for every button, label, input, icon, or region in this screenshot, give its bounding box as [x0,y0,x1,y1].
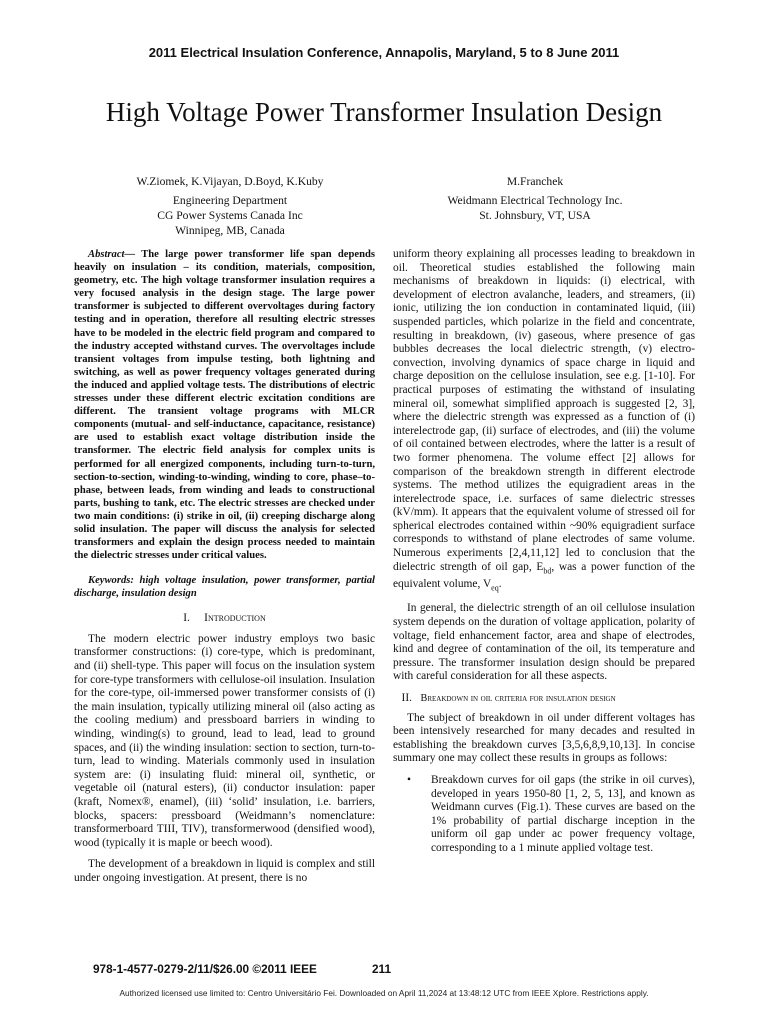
affiliation-right-line1: Weidmann Electrical Technology Inc. [447,194,623,207]
subscript-eq: eq [491,582,499,592]
body-text-mid: , was a power function of the equivalent volume, V [393,560,695,590]
body-paragraph-general: In general, the dielectric strength of an oil cellulose insulation system depends on the duration of voltage application, polarity of voltage, field enhancement factor, area and shape of electrodes, kind and degree of contamination of the oil, its temperature and pressure. The transformer insulation design should be prepared with careful consideration for all these aspects. [393,602,695,683]
abstract-lead: Abstract— [88,249,136,260]
affiliation-left-line2: CG Power Systems Canada Inc [157,209,303,222]
list-item-text: Breakdown curves for oil gaps (the strike in oil curves), developed in years 1950-80 [1, 2, 5, 13], and known as Weidmann curves (Fig.1). These curves are based on the 1% probability of partial discharge inception in the uniform oil gap under ac power frequency voltage, corresponding to a 1 minute applied voltage test. [431,773,695,854]
left-column [74,248,375,894]
author-names-left: W.Ziomek, K.Vijayan, D.Boyd, K.Kuby [136,175,324,188]
right-column [393,248,695,856]
section-title: Introduction [204,612,266,625]
abstract [74,248,375,562]
conference-header: 2011 Electrical Insulation Conference, Annapolis, Maryland, 5 to 8 June 2011 [148,45,620,60]
intro-paragraph-2: The development of a breakdown in liquid is complex and still under ongoing investigation. At present, there is no [74,858,375,884]
body-text-end: . [498,577,502,590]
authorization-notice: Authorized licensed use limited to: Centro Universitário Fei. Downloaded on April 11,2024 at 13:48:12 UTC from IEEE Xplore. Restrictions apply. [119,988,649,998]
abstract-text: The large power transformer life span depends heavily on insulation – its condition, materials, composition, geometry, etc. The high voltage transformer insulation requires a very focused analysis in the design stage. The large power transformer is subjected to different overvoltages during factory testing and in operation, therefore all resulting electric stresses have to be modeled in the electric field program and compared to the industry accepted withstand curves. The overvoltages include transient voltages from impulse testing, both lightning and switching, as well as power frequency voltages generated during the induced and applied voltage tests. The distributions of electric stresses under these different electric excitation conditions are different. The transient voltage programs with MLCR components (mutual- and self-inductance, capacitance, resistance) are used to establish exact voltage distribution inside the transformer. The electric field analysis for complex units is performed for all energized components, including turn-to-turn, section-to-section, winding-to-winding, winding to core, phase–to-phase, between leads, from winding and leads to constructional parts, bushing to tank, etc. The electric stresses are checked under two main conditions: (i) strike in oil, (ii) creeping discharge along solid insulation. The paper will discuss the analysis for selected transformers and explain the design process needed to maintain the dielectric stresses under critical values. [74,249,375,562]
section-number: I. [183,612,190,625]
bullet-icon: • [407,773,411,786]
body-paragraph-continued [393,248,695,594]
affiliation-left [90,174,370,238]
section-heading-breakdown [393,692,695,706]
affiliation-right-line2: St. Johnsbury, VT, USA [479,209,591,222]
list-item [407,773,695,856]
footer-isbn: 978-1-4577-0279-2/11/$26.00 ©2011 IEEE [93,962,317,976]
body-paragraph-subject: The subject of breakdown in oil under different voltages has been intensively researched for many decades and resulted in establishing the breakdown curves [3,5,6,8,9,10,13]. In concise summary one may collect these results in groups as follows: [393,711,695,765]
affiliation-right [395,174,675,223]
keywords: Keywords: high voltage insulation, power transformer, partial discharge, insulation design [74,575,375,600]
author-names-right: M.Franchek [506,175,564,188]
intro-paragraph-1: The modern electric power industry employs two basic transformer constructions: (i) core-type, which is predominant, and (ii) shell-type. This paper will focus on the insulation system for core-type transformers with cellulose-oil insulation. Insulation for the core-type, oil-immersed power transformer consists of (i) the main insulation, typically utilizing mineral oil (also acting as the cooling medium) and pressboard barriers in winding to winding, winding(s) to ground, lead to lead, lead to ground spaces, and (ii) the winding insulation: section to section, turn-to-turn, lead to winding. Materials commonly used in insulation system are: (i) insulating fluid: mineral oil, synthetic, or vegetable oil (natural esters), (ii) conductor insulation: paper (kraft, Nomex®, enamel), (iii) ‘solid’ insulation, i.e. barriers, blocks, spacers: pressboard (Weidmann’s nomenclature: transformerboard TIII, TIV), transformerwood (densified wood), wood (typically it is maple or beech wood). [74,632,375,849]
section-heading-introduction [74,612,375,626]
paper-title: High Voltage Power Transformer Insulation Design [105,97,663,127]
subscript-bd: bd [543,565,552,575]
section-number: II. [401,691,412,704]
bullet-list [393,774,695,856]
affiliation-left-line1: Engineering Department [172,194,288,207]
body-text: uniform theory explaining all processes leading to breakdown in oil. Theoretical studies established the following main mechanisms of breakdown in liquids: (i) electrical, with development of electron avalanche, leaders, and streamers, (ii) ionic, utilizing the ion conduction in contaminated liquid, (iii) suspended particles, which polarize in the field and concentrate, resulting in breakdown, (iv) gaseous, where presence of gas bubbles decreases the local dielectric strength, (v) electro-convection, involving dynamics of space charge in liquid and charge deposition on the cellulose insulation, see e.g. [1-10]. For practical purposes of estimating the withstand of insulating mineral oil, somewhat simplified approach is suggested [2, 3], where the dielectric strength was expressed as a function of (i) interelectrode gap, (ii) surface of electrodes, and (iii) the volume of oil contained between electrodes, where the latter is a result of two former phenomena. The volume effect [2] allows for comparison of the breakdown strength in different electrode systems. The method utilizes the equigradient areas in the interelectrode space, i.e. surfaces of same dielectric stresses (kV/mm). It appears that the equivalent volume of stressed oil for spherical electrodes contained within ~90% equigradient surface corresponds to withstand of plane electrodes of same volume. Numerous experiments [2,4,11,12] led to conclusion that the dielectric strength of oil gap, E [393,248,695,573]
affiliation-left-line3: Winnipeg, MB, Canada [175,224,285,237]
section-title: Breakdown in oil criteria for insulation design [420,692,616,704]
page-number: 211 [372,962,392,976]
